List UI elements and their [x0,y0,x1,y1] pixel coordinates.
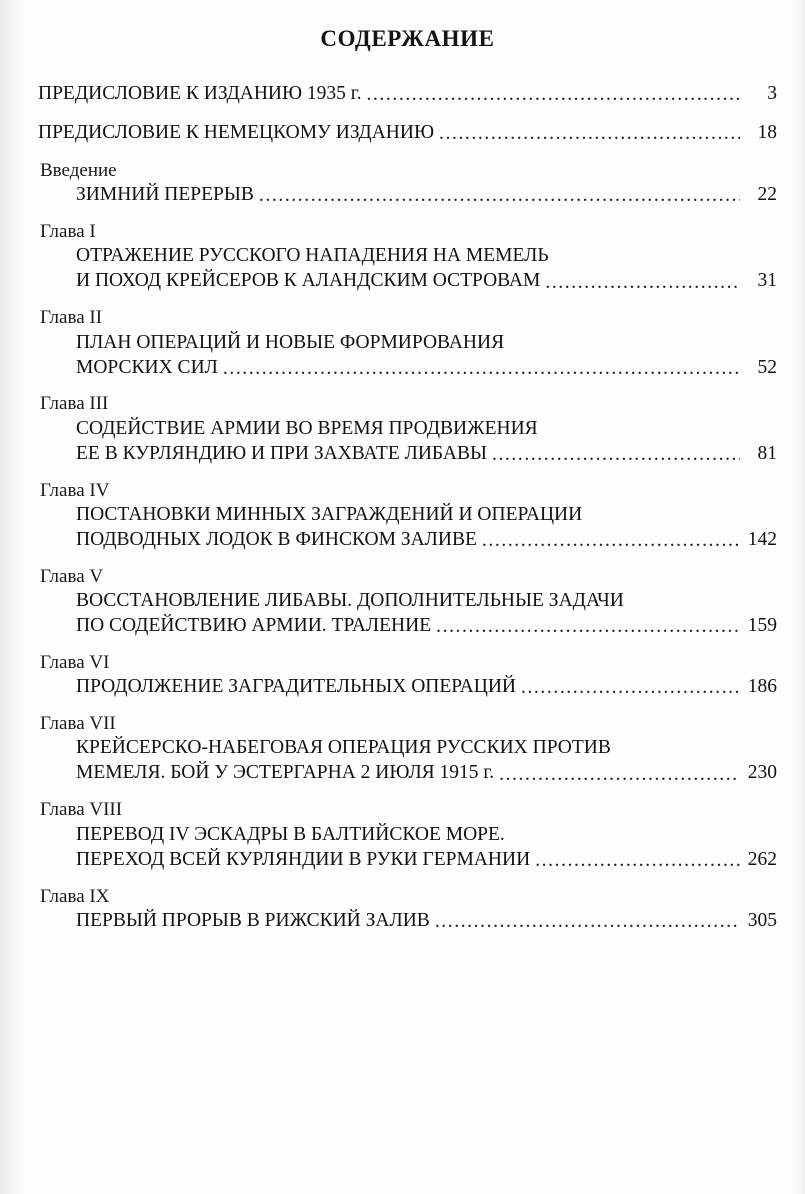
dot-leader [545,274,740,294]
toc-entry-leader-row [76,909,777,934]
toc-entry-leader-row [76,675,777,700]
toc-entry-lines [38,417,777,467]
toc-entry[interactable] [38,82,777,107]
toc-entry[interactable] [38,886,777,934]
toc-page-number: 18 [757,121,777,143]
toc-entry-chapter-label: Глава VI [40,651,110,673]
toc-page-number: 81 [757,442,777,464]
toc-entry-lines [38,244,777,294]
toc-entry-title-line: ЗИМНИЙ ПЕРЕРЫВ [76,184,254,206]
toc-entry-lines [38,331,777,381]
toc-page-number: 305 [747,909,777,931]
toc-entry-chapter-label: Глава V [40,565,104,587]
dot-leader [223,360,740,380]
toc-entry[interactable] [38,652,777,700]
toc-entry-leader-row [76,614,777,639]
toc-page-number: 31 [757,270,777,292]
toc-page-number: 3 [767,83,777,104]
toc-entry-leader-row [76,269,777,294]
toc-entry-leader-row [76,528,777,553]
toc-entry-chapter-label: Введение [40,159,117,181]
toc-page-number: 142 [747,528,777,550]
toc-page-number: 262 [747,848,777,870]
dot-leader [535,852,740,872]
dot-leader [435,913,740,933]
toc-entry-title-line: ПОДВОДНЫХ ЛОДОК В ФИНСКОМ ЗАЛИВЕ [76,528,477,550]
toc-entry-title-line: МЕМЕЛЯ. БОЙ У ЭСТЕРГАРНА 2 ИЮЛЯ 1915 г. [76,762,495,784]
dot-leader [492,446,740,466]
toc-entry-title-line: ПЕРЕВОД IV ЭСКАДРЫ В БАЛТИЙСКОЕ МОРЕ. [76,823,505,845]
toc-entry-title-line: ПЕРВЫЙ ПРОРЫВ В РИЖСКИЙ ЗАЛИВ [76,909,430,931]
toc-entry-title-line: ПРЕДИСЛОВИЕ К ИЗДАНИЮ 1935 г. [38,83,362,104]
toc-entry-leader-row [76,356,777,381]
toc-entry-title-line: МОРСКИХ СИЛ [76,356,218,378]
toc-entry[interactable] [38,121,777,146]
toc-entry-title-line: ПЕРЕХОД ВСЕЙ КУРЛЯНДИИ В РУКИ ГЕРМАНИИ [76,848,531,870]
toc-entry-list [38,82,777,934]
toc-entry-chapter-label: Глава I [40,221,96,243]
toc-entry-chapter-label: Глава III [40,393,109,415]
toc-page-number: 52 [757,356,777,378]
toc-page-number: 22 [757,184,777,206]
toc-entry-title-line: И ПОХОД КРЕЙСЕРОВ К АЛАНДСКИМ ОСТРОВАМ [76,270,541,292]
toc-entry[interactable] [38,393,777,466]
toc-entry-title-line: ВОССТАНОВЛЕНИЕ ЛИБАВЫ. ДОПОЛНИТЕЛЬНЫЕ ЗАДАЧИ [76,590,624,612]
toc-entry-title-line: КРЕЙСЕРСКО-НАБЕГОВАЯ ОПЕРАЦИЯ РУССКИХ ПРОТИВ [76,737,611,759]
toc-entry-lines [38,736,777,786]
toc-page-number: 186 [747,676,777,698]
toc-entry-leader-row [76,848,777,873]
toc-entry-title-line: ПОСТАНОВКИ МИННЫХ ЗАГРАЖДЕНИЙ И ОПЕРАЦИИ [76,503,583,525]
dot-leader [439,125,740,145]
toc-entry-leader-row [76,761,777,786]
toc-entry-title-line: ЕЕ В КУРЛЯНДИЮ И ПРИ ЗАХВАТЕ ЛИБАВЫ [76,442,487,464]
toc-entry[interactable] [38,160,777,208]
toc-entry-leader-row [76,183,777,208]
toc-entry[interactable] [38,566,777,639]
toc-entry-lines [38,82,777,107]
toc-entry-lines [38,909,777,934]
toc-entry-title-line: ПРЕДИСЛОВИЕ К НЕМЕЦКОМУ ИЗДАНИЮ [38,121,435,143]
dot-leader [259,188,740,208]
toc-entry[interactable] [38,221,777,294]
page-title: СОДЕРЖАНИЕ [320,26,495,51]
toc-entry-lines [38,675,777,700]
toc-entry[interactable] [38,307,777,380]
toc-entry-title-line: ПРОДОЛЖЕНИЕ ЗАГРАДИТЕЛЬНЫХ ОПЕРАЦИЙ [76,676,516,698]
toc-entry-lines [38,823,777,873]
dot-leader [436,619,740,639]
toc-entry-chapter-label: Глава IV [40,479,110,501]
toc-entry-lines [38,121,777,146]
toc-entry[interactable] [38,799,777,872]
toc-entry-chapter-label: Глава IX [40,885,110,907]
toc-page-number: 230 [747,762,777,784]
toc-entry-title-line: ПО СОДЕЙСТВИЮ АРМИИ. ТРАЛЕНИЕ [76,615,432,637]
toc-entry-leader-row [76,442,777,467]
dot-leader [521,680,740,700]
dot-leader [499,766,740,786]
toc-page-number: 159 [747,615,777,637]
toc-entry-chapter-label: Глава II [40,307,103,329]
toc-entry-leader-row [38,82,777,107]
toc-entry-leader-row [38,121,777,146]
toc-entry-lines [38,589,777,639]
toc-entry-title-line: ПЛАН ОПЕРАЦИЙ И НОВЫЕ ФОРМИРОВАНИЯ [76,331,505,353]
toc-entry-chapter-label: Глава VII [40,713,116,735]
toc-entry[interactable] [38,480,777,553]
toc-entry-lines [38,183,777,208]
dot-leader [482,532,740,552]
toc-entry-title-line: СОДЕЙСТВИЕ АРМИИ ВО ВРЕМЯ ПРОДВИЖЕНИЯ [76,417,538,439]
toc-entry-lines [38,503,777,553]
toc-entry[interactable] [38,713,777,786]
dot-leader [366,86,740,106]
toc-entry-chapter-label: Глава VIII [40,799,123,821]
toc-entry-title-line: ОТРАЖЕНИЕ РУССКОГО НАПАДЕНИЯ НА МЕМЕЛЬ [76,245,549,267]
